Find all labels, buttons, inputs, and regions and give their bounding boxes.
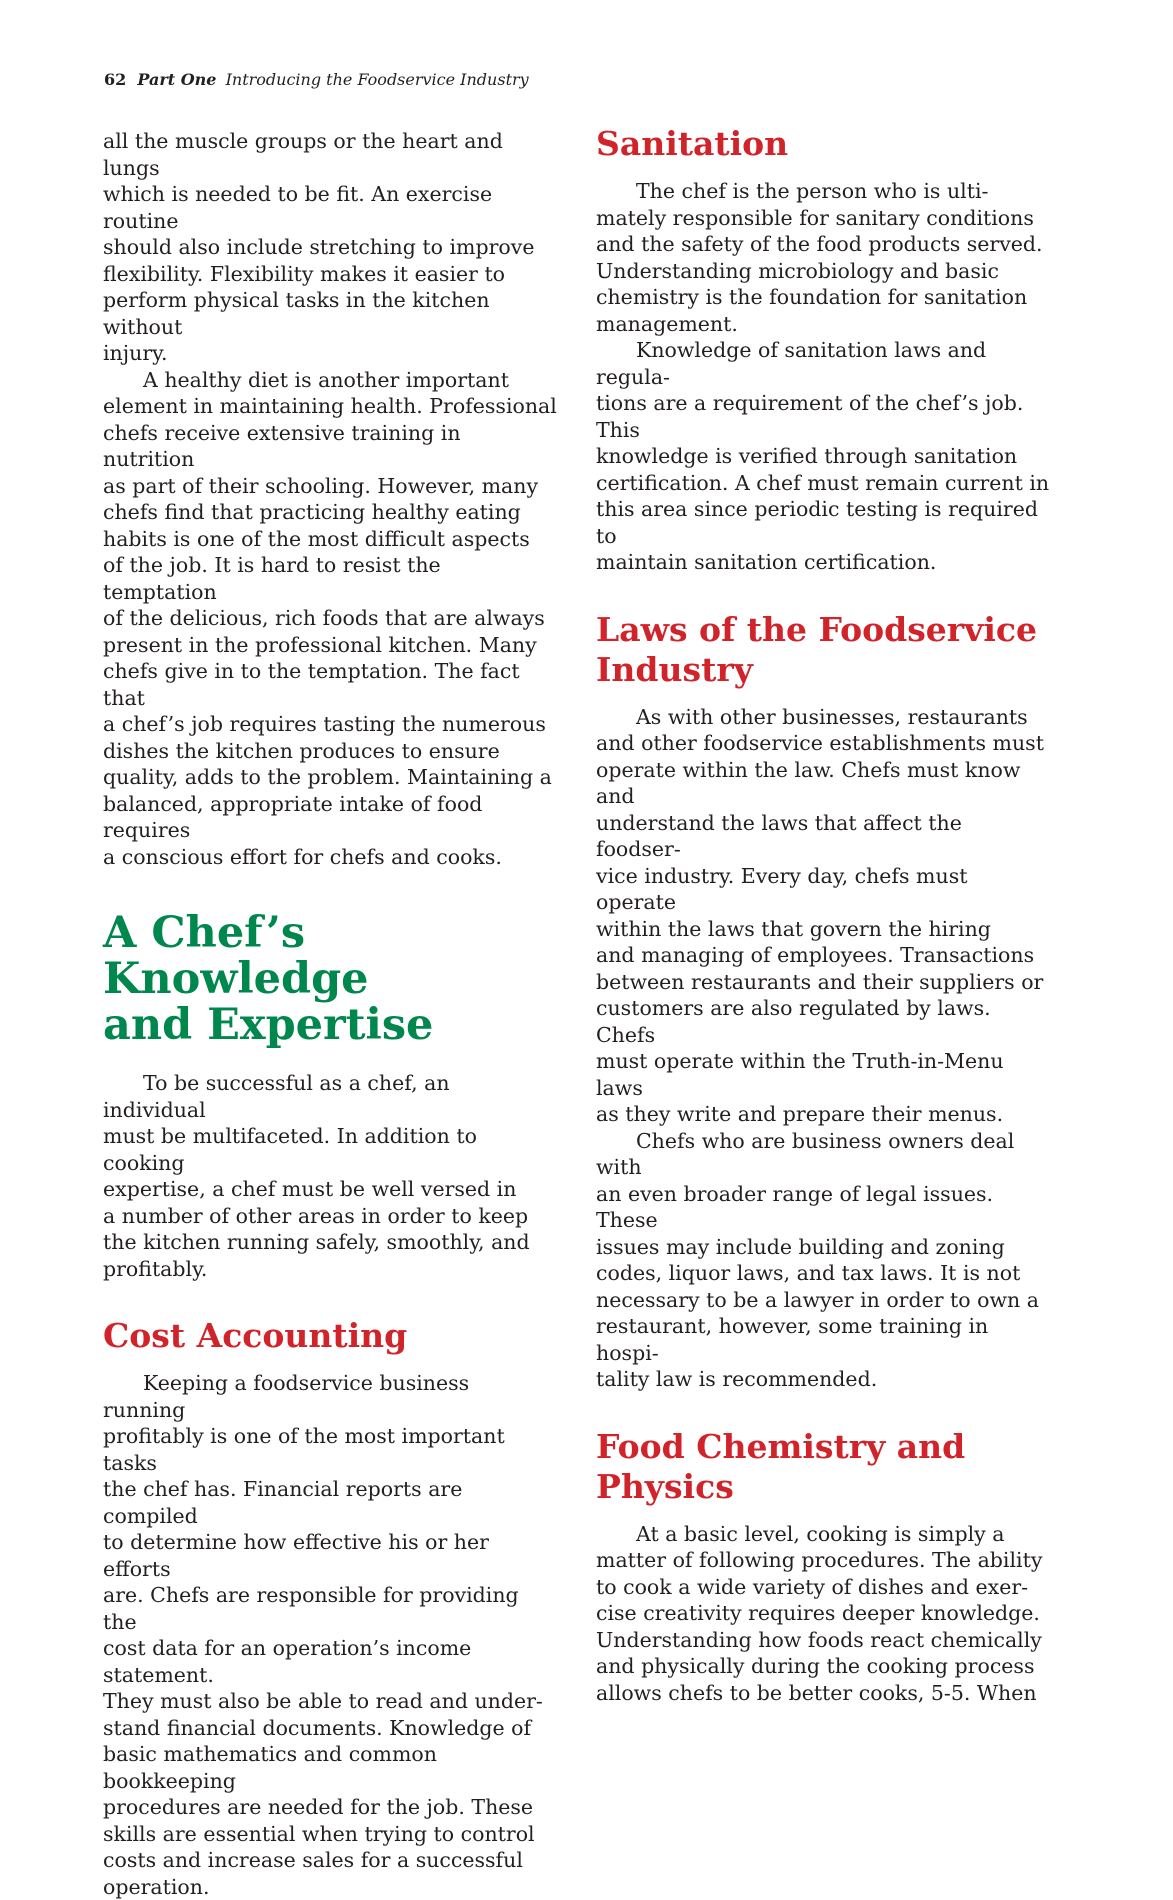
left-column (103, 128, 557, 1900)
right-column (596, 124, 1050, 1706)
part-label: Part One (137, 70, 217, 89)
section-heading-cost-accounting: Cost Accounting (103, 1316, 408, 1355)
body-paragraph: Keeping a foodservice business running profitably is one of the most important tasks the chef has. Financial reports are compiled to determine how effective his or her efforts are. Chefs are responsible for providing the cost data for an operation’s income statement. They must also be able to read and under- stand financial documents. Knowledge of basic mathematics and common bookkeeping procedures are needed for the job. These skills are essential when trying to control costs and increase sales for a successful operation. (103, 1371, 543, 1899)
section-heading-sanitation: Sanitation (596, 124, 789, 163)
body-paragraph: Knowledge of sanitation laws and regula- tions are a requirement of the chef’s job. This knowledge is verified through sanitation certification. A chef must remain current in this area since periodic testing is required to maintain sanitation certification. (596, 338, 1050, 574)
page-number: 62 (104, 70, 127, 89)
body-paragraph: To be successful as a chef, an individual must be multifaceted. In addition to cooking expertise, a chef must be well versed in a number of other areas in order to keep the kitchen running safely, smoothly, and profitably. (103, 1071, 530, 1281)
running-head (104, 70, 529, 90)
body-paragraph: Chefs who are business owners deal with an even broader range of legal issues. These issues may include building and zoning codes, liquor laws, and tax laws. It is not necessary to be a lawyer in order to own a restaurant, however, some training in hospi- tality law is recommended. (596, 1128, 1039, 1391)
body-paragraph: all the muscle groups or the heart and lungs which is needed to be fit. An exercise routine should also include stretching to improve flexibility. Flexibility makes it easier to perform physical tasks in the kitchen without injury. (103, 129, 535, 365)
section-heading-laws: Laws of the Foodservice Industry (596, 609, 1037, 689)
chapter-heading: A Chef’s Knowledge and Expertise (103, 908, 434, 1050)
part-title: Introducing the Foodservice Industry (225, 70, 529, 89)
section-heading-food-chemistry: Food Chemistry and Physics (596, 1426, 966, 1506)
body-paragraph: The chef is the person who is ulti- mately responsible for sanitary conditions and the safety of the food products served. Understanding microbiology and basic chemistry is the foundation for sanitation management. (596, 179, 1043, 336)
body-paragraph: As with other businesses, restaurants and other foodservice establishments must operate within the law. Chefs must know and understand the laws that affect the foodser- vice industry. Every day, chefs must operate within the laws that govern the hiring and managing of employees. Transactions between restaurants and their suppliers or customers are also regulated by laws. Chefs must operate within the Truth-in-Menu laws as they write and prepare their menus. (596, 704, 1044, 1126)
body-paragraph: A healthy diet is another important element in maintaining health. Professional chefs receive extensive training in nutrition as part of their schooling. However, many chefs find that practicing healthy eating habits is one of the most difficult aspects of the job. It is hard to resist the temptation of the delicious, rich foods that are always present in the professional kitchen. Many chefs give in to the temptation. The fact that a chef’s job requires tasting the numerous dishes the kitchen produces to ensure quality, adds to the problem. Maintaining a balanced, appropriate intake of food requires a conscious effort for chefs and cooks. (103, 367, 557, 869)
body-paragraph: At a basic level, cooking is simply a matter of following procedures. The ability to cook a wide variety of dishes and exer- cise creativity requires deeper knowledge. Understanding how foods react chemically and physically during the cooking process allows chefs to be better cooks, 5-5. When (596, 1521, 1043, 1705)
